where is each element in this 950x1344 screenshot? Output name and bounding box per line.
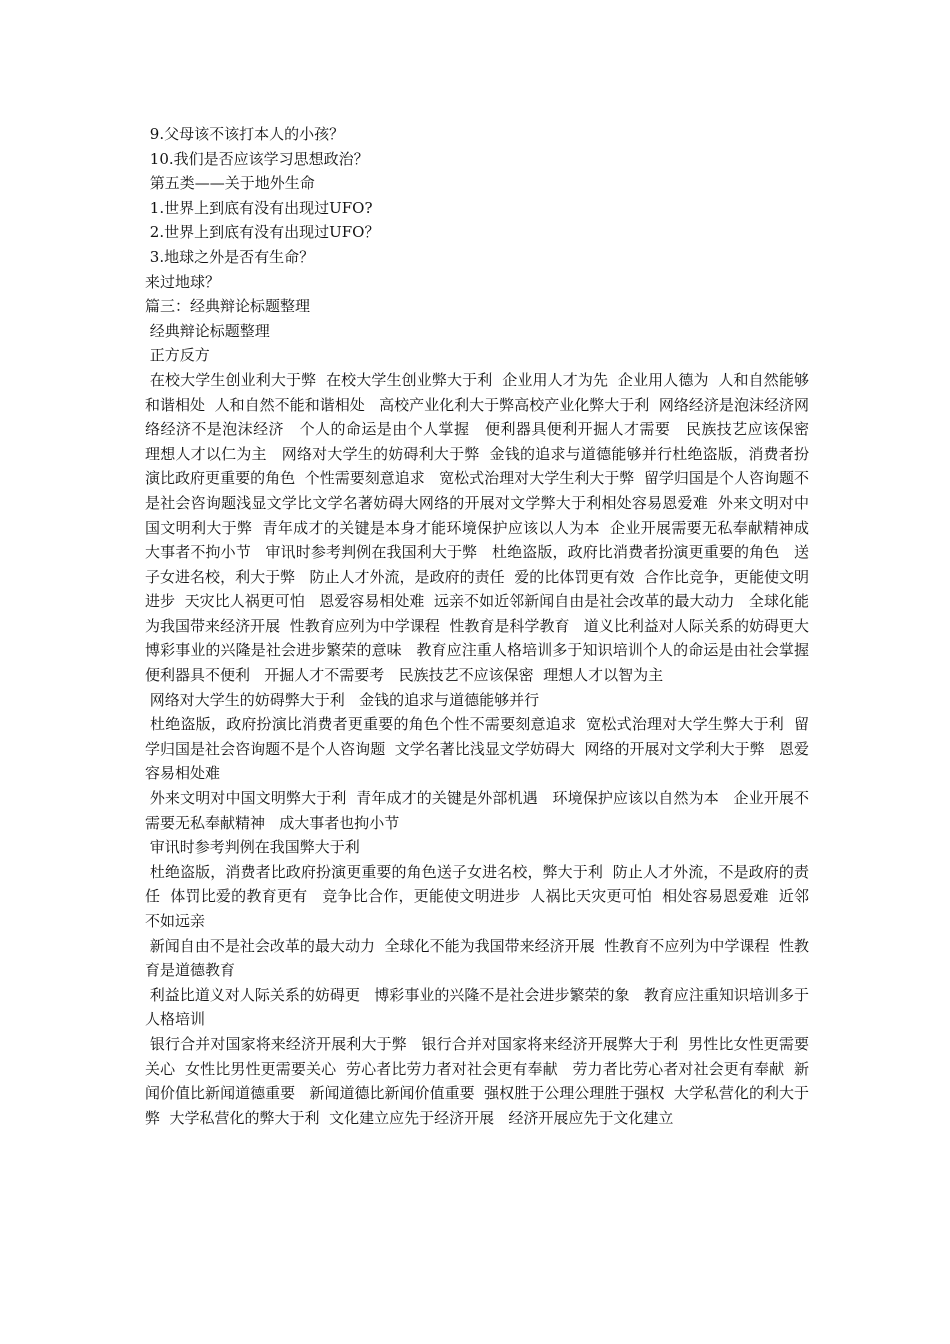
paragraph: 在校大学生创业利大于弊 在校大学生创业弊大于利 企业用人才为先 企业用人德为 人和自然能够和谐相处 人和自然不能和谐相处 高校产业化利大于弊高校产业化弊大于利 网络经济是泡沫经济网络经济不是泡沫经济 个人的命运是由个人掌握 便利器具便利开掘人才需要 民族技艺应该保密 理想人才以仁为主 网络对大学生的妨碍利大于弊 金钱的追求与道德能够并行杜绝盗版，消费者扮演比政府更重要的角色 个性需要刻意追求 宽松式治理对大学生利大于弊 留学归国是个人咨询题不是社会咨询题浅显文学比文学名著妨碍大网络的开展对文学弊大于利相处容易恩爱难 外来文明对中国文明利大于弊 青年成才的关键是本身才能环境保护应该以人为本 企业开展需要无私奉献精神成大事者不拘小节 审讯时参考判例在我国利大于弊 杜绝盗版，政府比消费者扮演更重要的角色 送子女进名校，利大于弊 防止人才外流，是政府的责任 爱的比体罚更有效 合作比竞争，更能使文明进步 天灾比人祸更可怕 恩爱容易相处难 远亲不如近邻新闻自由是社会改革的最大动力 全球化能为我国带来经济开展 性教育应列为中学课程 性教育是科学教育 道义比利益对人际关系的妨碍更大博彩事业的兴隆是社会进步繁荣的意味 教育应注重人格培训多于知识培训个人的命运是由社会掌握 便利器具不便利 开掘人才不需要考 民族技艺不应该保密 理想人才以智为主 bbox=[145, 370, 824, 685]
question-line-1: 1.世界上到底有没有出现过UFO? bbox=[145, 198, 373, 217]
question-line-9: 9.父母该不该打本人的小孩？ bbox=[145, 125, 345, 143]
paragraph: 杜绝盗版，政府扮演比消费者更重要的角色个性不需要刻意追求 宽松式治理对大学生弊大于利 留学归国是社会咨询题不是个人咨询题 文学名著比浅显文学妨碍大 网络的开展对文学利大于弊 恩爱容易相处难 bbox=[145, 715, 809, 783]
paragraph: 审讯时参考判例在我国弊大于利 bbox=[145, 838, 360, 857]
document-page bbox=[145, 122, 824, 1130]
paragraph: 利益比道义对人际关系的妨碍更 博彩事业的兴隆不是社会进步繁荣的象 教育应注重知识培训多于人格培训 bbox=[145, 985, 809, 1029]
sides-label: 正方反方 bbox=[145, 346, 210, 365]
question-line-10: 10.我们是否应该学习思想政治？ bbox=[145, 149, 369, 168]
paragraph: 网络对大学生的妨碍弊大于利 金钱的追求与道德能够并行 bbox=[145, 690, 540, 709]
paragraph: 外来文明对中国文明弊大于利 青年成才的关键是外部机遇 环境保护应该以自然为本 企业开展不需要无私奉献精神 成大事者也拘小节 bbox=[145, 789, 809, 832]
paragraph: 新闻自由不是社会改革的最大动力 全球化不能为我国带来经济开展 性教育不应列为中学课程 性教育是道德教育 bbox=[145, 936, 809, 980]
paragraph: 银行合并对国家将来经济开展利大于弊 银行合并对国家将来经济开展弊大于利 男性比女性更需要关心 女性比男性更需要关心 劳心者比劳力者对社会更有奉献 劳力者比劳心者对社会更有奉献 新闻价值比新闻道德重要 新闻道德比新闻价值重要 强权胜于公理公理胜于强权 大学私营化的利大于弊 大学私营化的弊大于利 文化建立应先于经济开展 经济开展应先于文化建立 bbox=[145, 1034, 809, 1127]
question-line-3: 3.地球之外是否有生命？ bbox=[145, 247, 315, 266]
section-subtitle: 经典辩论标题整理 bbox=[145, 321, 270, 340]
category-heading-5: 第五类——关于地外生命 bbox=[145, 174, 315, 193]
paragraph: 杜绝盗版，消费者比政府扮演更重要的角色送子女进名校，弊大于利 防止人才外流，不是政府的责任 体罚比爱的教育更有 竞争比合作，更能使文明进步 人祸比天灾更可怕 相处容易恩爱难 近邻不如远亲 bbox=[145, 862, 809, 930]
fragment-line: 来过地球？ bbox=[145, 272, 221, 291]
question-line-2: 2.世界上到底有没有出现过UFO？ bbox=[145, 223, 380, 242]
section-heading: 篇三：经典辩论标题整理 bbox=[145, 297, 311, 316]
